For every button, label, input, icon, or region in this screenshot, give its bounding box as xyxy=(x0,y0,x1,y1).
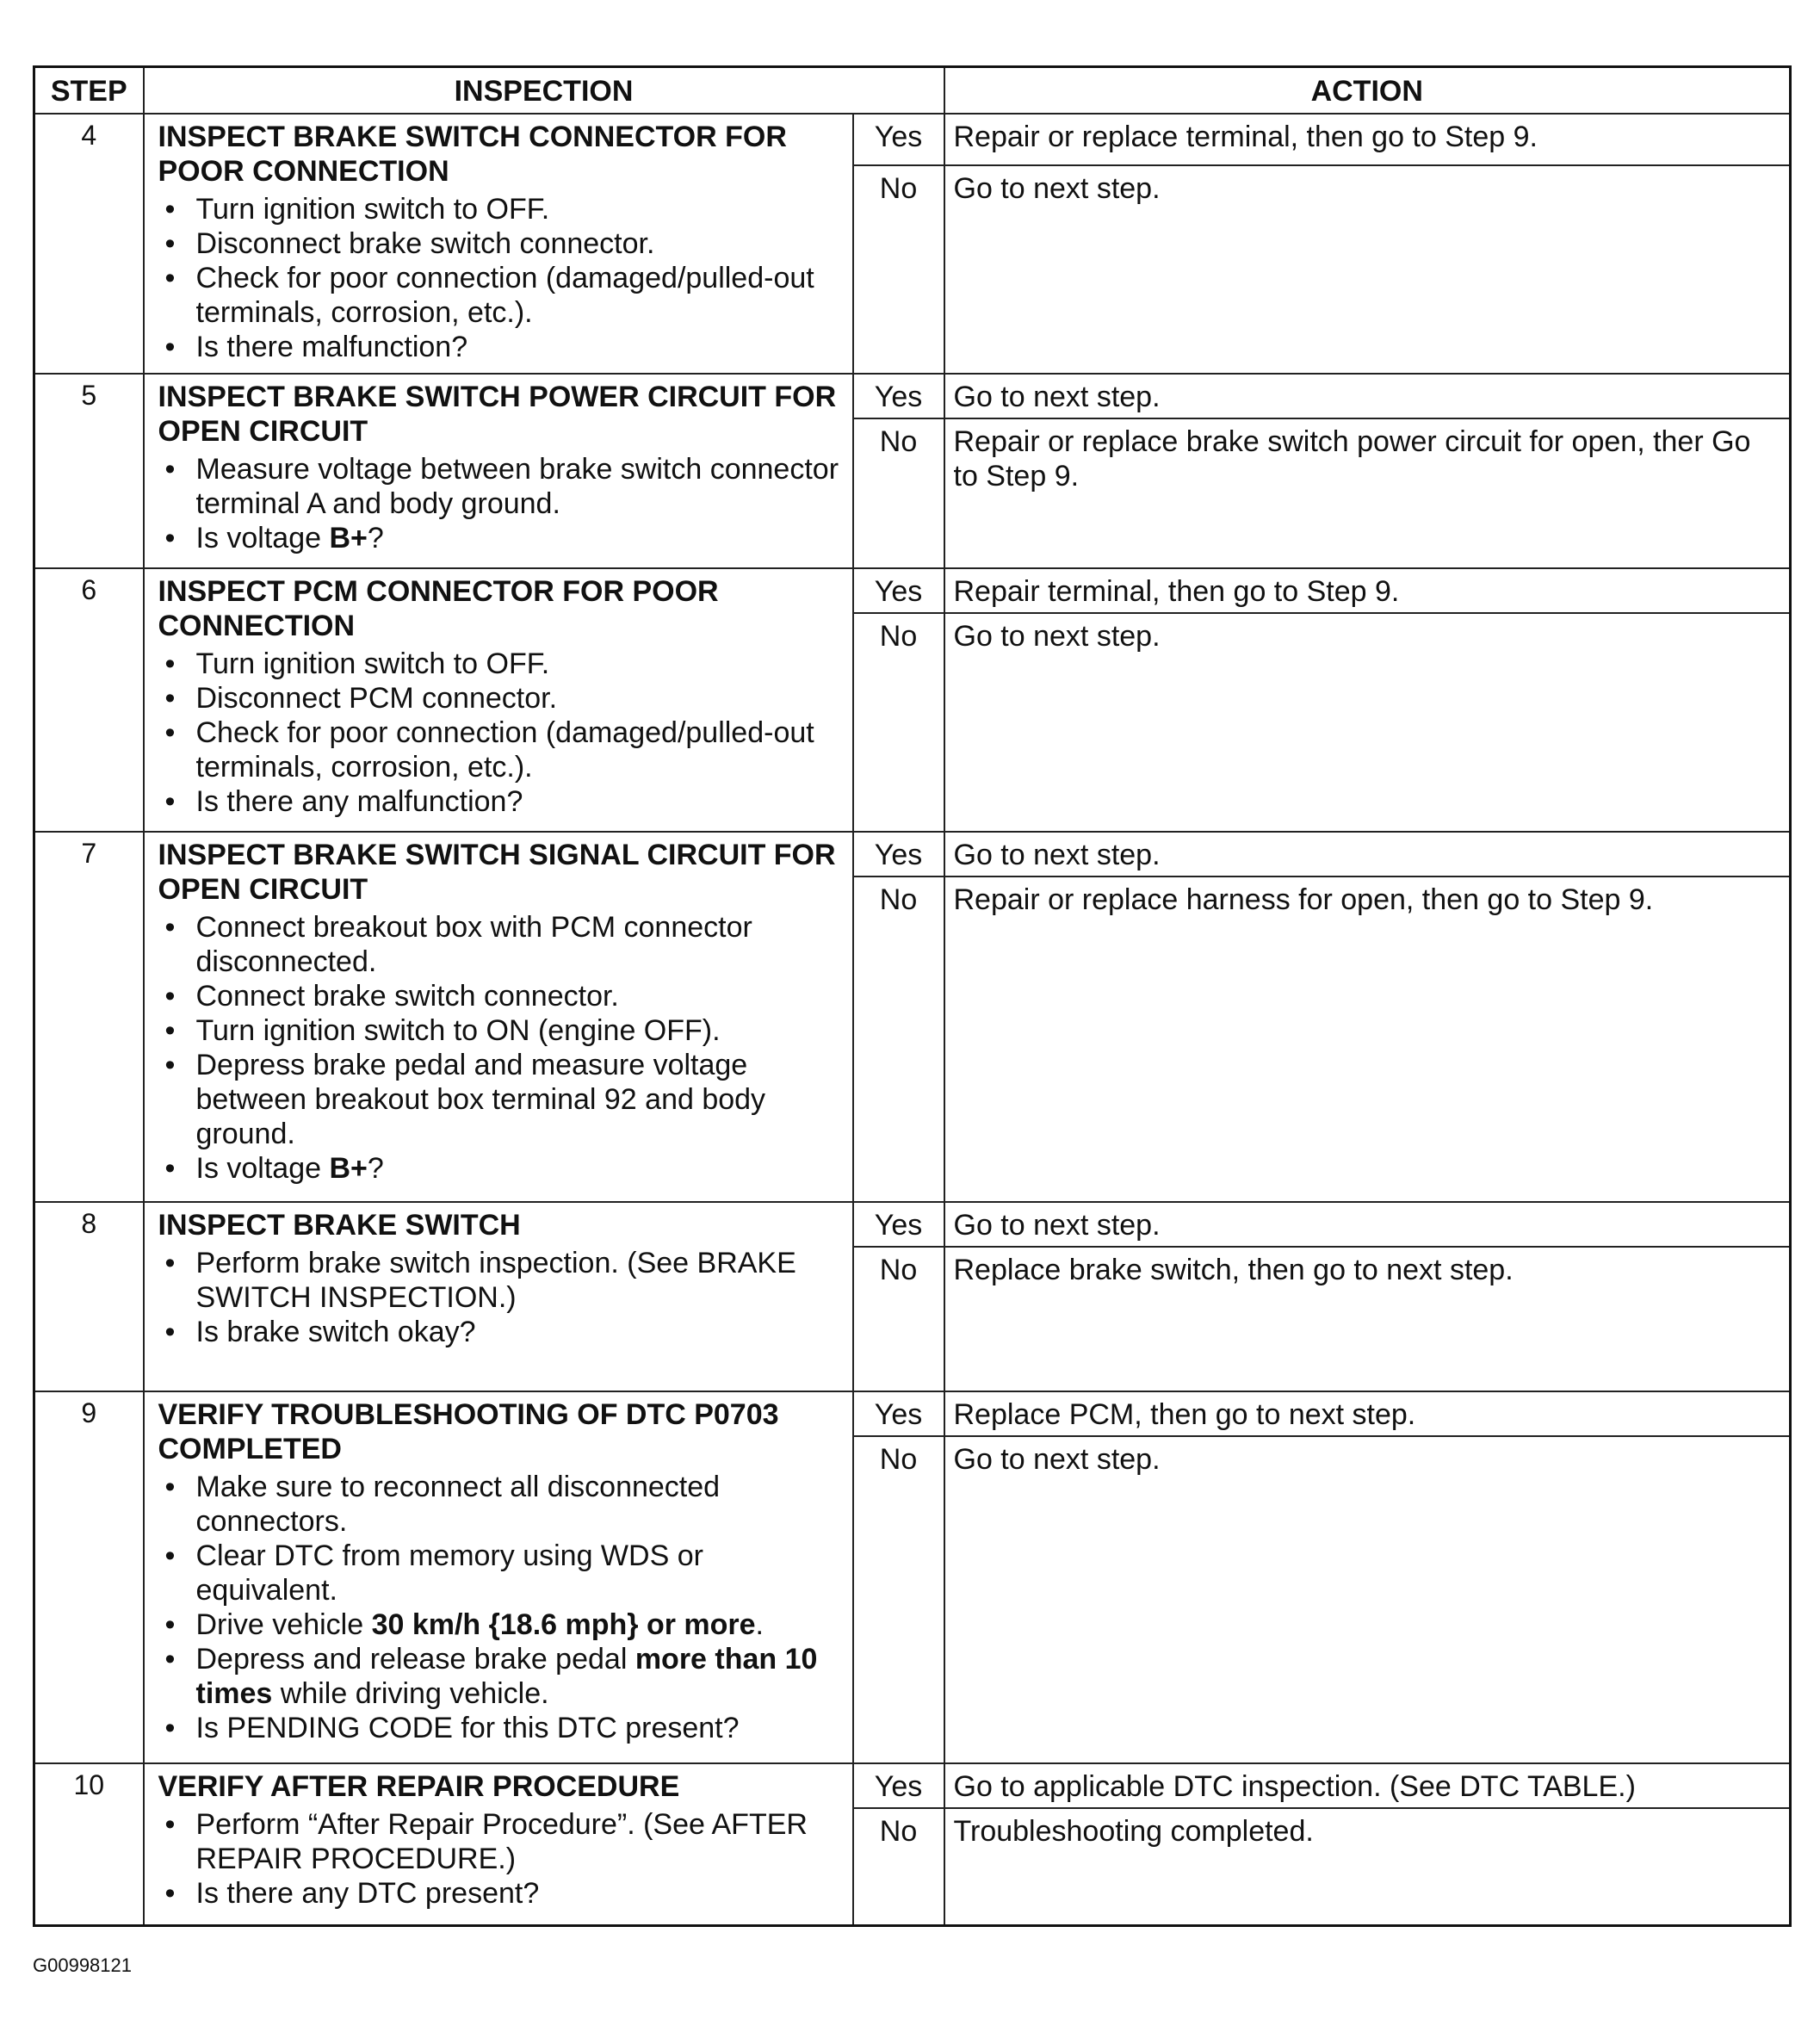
inspection-title: INSPECT PCM CONNECTOR FOR POOR CONNECTION xyxy=(158,575,719,642)
inspection-bullets xyxy=(158,1246,844,1349)
inspection-bullet xyxy=(196,1607,844,1642)
inspection-bullet xyxy=(196,1711,844,1745)
bold-text: 30 km/h {18.6 mph} or more xyxy=(371,1608,756,1641)
inspection-cell xyxy=(144,1763,853,1925)
no-action: Go to next step. xyxy=(944,165,1791,374)
figure-code: G00998121 xyxy=(33,1954,132,1976)
bullet-text: Is PENDING CODE for this DTC present? xyxy=(195,1712,740,1744)
no-label: No xyxy=(853,1808,944,1925)
yes-action: Repair or replace terminal, then go to Step 9. xyxy=(944,114,1791,165)
no-label: No xyxy=(853,165,944,374)
step-row xyxy=(34,114,1791,165)
header-step: STEP xyxy=(34,67,144,115)
inspection-bullet xyxy=(196,1470,844,1539)
inspection-bullet xyxy=(196,1048,844,1151)
bullet-text: Drive vehicle xyxy=(195,1608,372,1641)
inspection-bullets xyxy=(158,910,844,1186)
step-row xyxy=(34,1391,1791,1436)
bullet-text: Is voltage xyxy=(195,1152,330,1185)
inspection-bullet xyxy=(196,1642,844,1711)
no-action: Repair or replace harness for open, then go to Step 9. xyxy=(944,877,1791,1202)
inspection-bullet xyxy=(196,979,844,1013)
yes-action: Replace PCM, then go to next step. xyxy=(944,1391,1791,1436)
bullet-text: Disconnect brake switch connector. xyxy=(195,227,655,260)
bullet-text: Is there malfunction? xyxy=(195,331,468,363)
inspection-bullets xyxy=(158,647,844,819)
no-action: Replace brake switch, then go to next step. xyxy=(944,1247,1791,1391)
inspection-bullet xyxy=(196,910,844,979)
bullet-text: Check for poor connection (damaged/pulled-out terminals, corrosion, etc.). xyxy=(195,716,814,784)
bold-text: B+ xyxy=(329,522,368,554)
bullet-text: Perform “After Repair Procedure”. (See AFTER REPAIR PROCEDURE.) xyxy=(195,1808,808,1875)
bold-text: more than 10 times xyxy=(195,1643,818,1710)
step-number: 5 xyxy=(34,374,144,568)
inspection-title: INSPECT BRAKE SWITCH SIGNAL CIRCUIT FOR OPEN CIRCUIT xyxy=(158,839,836,906)
inspection-bullet xyxy=(196,521,844,555)
inspection-bullet xyxy=(196,261,844,330)
bullet-text: ? xyxy=(367,522,384,554)
inspection-title: VERIFY TROUBLESHOOTING OF DTC P0703 COMPLETED xyxy=(158,1398,779,1465)
step-row xyxy=(34,832,1791,877)
inspection-bullets xyxy=(158,452,844,555)
inspection-bullet xyxy=(196,1013,844,1048)
yes-label: Yes xyxy=(853,1202,944,1247)
bullet-text: Perform brake switch inspection. (See BRAKE SWITCH INSPECTION.) xyxy=(195,1247,796,1314)
inspection-bullet xyxy=(196,1315,844,1349)
no-action: Repair or replace brake switch power circuit for open, ther Go to Step 9. xyxy=(944,418,1791,568)
yes-action: Repair terminal, then go to Step 9. xyxy=(944,568,1791,613)
step-number: 7 xyxy=(34,832,144,1202)
yes-action: Go to next step. xyxy=(944,832,1791,877)
no-label: No xyxy=(853,1436,944,1763)
yes-label: Yes xyxy=(853,374,944,418)
inspection-title: INSPECT BRAKE SWITCH CONNECTOR FOR POOR CONNECTION xyxy=(158,121,787,188)
no-label: No xyxy=(853,613,944,832)
inspection-cell xyxy=(144,1202,853,1391)
inspection-bullet xyxy=(196,226,844,261)
inspection-cell xyxy=(144,832,853,1202)
bullet-text: Connect brake switch connector. xyxy=(195,980,619,1013)
step-number: 9 xyxy=(34,1391,144,1763)
bullet-text: Check for poor connection (damaged/pulled-out terminals, corrosion, etc.). xyxy=(195,262,814,329)
inspection-bullet xyxy=(196,1807,844,1876)
yes-label: Yes xyxy=(853,1763,944,1808)
header-inspection: INSPECTION xyxy=(144,67,944,115)
bullet-text: Turn ignition switch to OFF. xyxy=(195,193,550,226)
step-number: 6 xyxy=(34,568,144,832)
inspection-cell xyxy=(144,1391,853,1763)
inspection-bullet xyxy=(196,192,844,226)
bullet-text: Is there any DTC present? xyxy=(195,1877,540,1910)
no-action: Go to next step. xyxy=(944,613,1791,832)
bullet-text: Depress brake pedal and measure voltage between breakout box terminal 92 and body ground. xyxy=(195,1049,766,1150)
yes-action: Go to next step. xyxy=(944,1202,1791,1247)
bullet-text: Is there any malfunction? xyxy=(195,785,523,818)
bullet-text: Turn ignition switch to ON (engine OFF). xyxy=(195,1014,721,1047)
no-action: Go to next step. xyxy=(944,1436,1791,1763)
inspection-title: INSPECT BRAKE SWITCH xyxy=(158,1209,521,1242)
inspection-bullet xyxy=(196,1246,844,1315)
bullet-text: . xyxy=(755,1608,764,1641)
bullet-text: while driving vehicle. xyxy=(272,1677,549,1710)
inspection-bullet xyxy=(196,452,844,521)
step-number: 8 xyxy=(34,1202,144,1391)
no-label: No xyxy=(853,1247,944,1391)
inspection-bullet xyxy=(196,715,844,784)
inspection-bullet xyxy=(196,784,844,819)
step-row xyxy=(34,374,1791,418)
inspection-bullet xyxy=(196,1539,844,1607)
step-number: 10 xyxy=(34,1763,144,1925)
inspection-bullets xyxy=(158,1470,844,1745)
bullet-text: Disconnect PCM connector. xyxy=(195,682,558,715)
inspection-bullets xyxy=(158,192,844,364)
yes-label: Yes xyxy=(853,568,944,613)
bullet-text: Is voltage xyxy=(195,522,330,554)
step-row xyxy=(34,1202,1791,1247)
bold-text: B+ xyxy=(329,1152,368,1185)
no-label: No xyxy=(853,418,944,568)
header-row xyxy=(34,67,1791,115)
inspection-title: VERIFY AFTER REPAIR PROCEDURE xyxy=(158,1770,680,1803)
step-row xyxy=(34,568,1791,613)
bullet-text: Depress and release brake pedal xyxy=(195,1643,635,1676)
no-action: Troubleshooting completed. xyxy=(944,1808,1791,1925)
bullet-text: Measure voltage between brake switch connector terminal A and body ground. xyxy=(195,453,839,520)
inspection-cell xyxy=(144,114,853,374)
steps-body xyxy=(34,114,1791,1925)
bullet-text: ? xyxy=(367,1152,384,1185)
yes-action: Go to applicable DTC inspection. (See DTC TABLE.) xyxy=(944,1763,1791,1808)
step-row xyxy=(34,1763,1791,1808)
bullet-text: Turn ignition switch to OFF. xyxy=(195,647,550,680)
bullet-text: Make sure to reconnect all disconnected connectors. xyxy=(195,1471,721,1538)
diagnostic-table xyxy=(33,65,1792,1927)
inspection-bullet xyxy=(196,681,844,715)
inspection-bullets xyxy=(158,1807,844,1911)
inspection-bullet xyxy=(196,647,844,681)
inspection-bullet xyxy=(196,1876,844,1911)
yes-action: Go to next step. xyxy=(944,374,1791,418)
bullet-text: Is brake switch okay? xyxy=(195,1316,476,1348)
yes-label: Yes xyxy=(853,114,944,165)
yes-label: Yes xyxy=(853,832,944,877)
yes-label: Yes xyxy=(853,1391,944,1436)
inspection-bullet xyxy=(196,1151,844,1186)
header-action: ACTION xyxy=(944,67,1791,115)
no-label: No xyxy=(853,877,944,1202)
step-number: 4 xyxy=(34,114,144,374)
inspection-cell xyxy=(144,374,853,568)
inspection-bullet xyxy=(196,330,844,364)
inspection-cell xyxy=(144,568,853,832)
bullet-text: Connect breakout box with PCM connector disconnected. xyxy=(195,911,752,978)
bullet-text: Clear DTC from memory using WDS or equivalent. xyxy=(195,1539,703,1607)
inspection-title: INSPECT BRAKE SWITCH POWER CIRCUIT FOR OPEN CIRCUIT xyxy=(158,381,837,448)
